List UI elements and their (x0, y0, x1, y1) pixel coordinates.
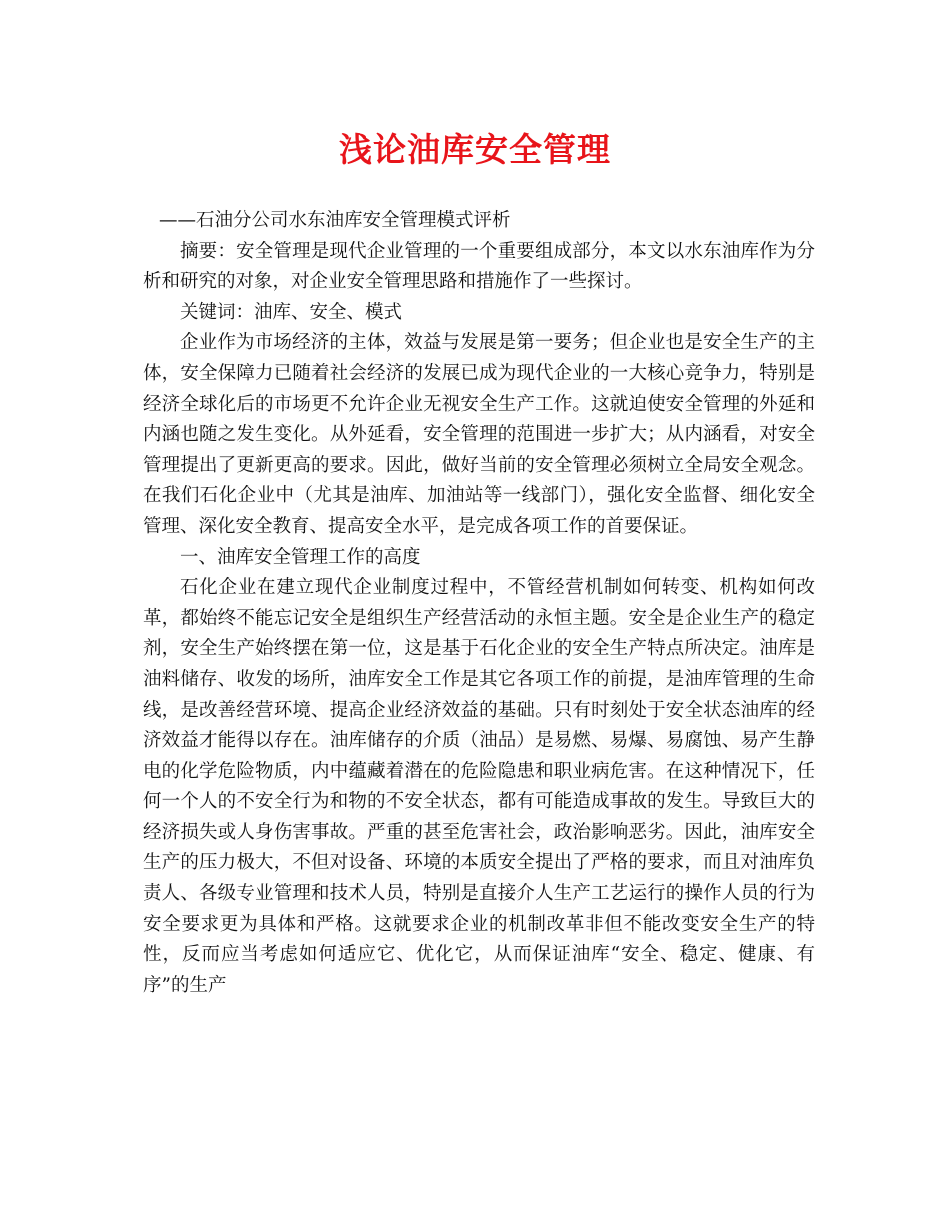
body-paragraph-1: 企业作为市场经济的主体，效益与发展是第一要务；但企业也是安全生产的主体，安全保障力已随着社会经济的发展已成为现代企业的一大核心竞争力，特别是经济全球化后的市场更不允许企业无视安全生产工作。这就迫使安全管理的外延和内涵也随之发生变化。从外延看，安全管理的范围进一步扩大；从内涵看，对安全管理提出了更新更高的要求。因此，做好当前的安全管理必须树立全局安全观念。在我们石化企业中（尤其是油库、加油站等一线部门），强化安全监督、细化安全管理、深化安全教育、提高安全水平，是完成各项工作的首要保证。 (143, 332, 815, 537)
document-title: 浅论油库安全管理 (339, 130, 611, 169)
body-paragraph-2: 石化企业在建立现代企业制度过程中，不管经营机制如何转变、机构如何改革，都始终不能忘记安全是组织生产经营活动的永恒主题。安全是企业生产的稳定剂，安全生产始终摆在第一位，这是基于石化企业的安全生产特点所决定。油库是油料储存、收发的场所，油库安全工作是其它各项工作的前提，是油库管理的生命线，是改善经营环境、提高企业经济效益的基础。只有时刻处于安全状态油库的经济效益才能得以存在。油库储存的介质（油品）是易燃、易爆、易腐蚀、易产生静电的化学危险物质，内中蕴藏着潜在的危险隐患和职业病危害。在这种情况下，任何一个人的不安全行为和物的不安全状态，都有可能造成事故的发生。导致巨大的经济损失或人身伤害事故。严重的甚至危害社会，政治影响恶劣。因此，油库安全生产的压力极大，不但对设备、环境的本质安全提出了严格的要求，而且对油库负责人、各级专业管理和技术人员，特别是直接介人生产工艺运行的操作人员的行为安全要求更为具体和严格。这就要求企业的机制改革非但不能改变安全生产的特性，反而应当考虑如何适应它、优化它，从而保证油库“安全、稳定、健康、有序”的生产 (143, 577, 815, 996)
document-body (143, 206, 815, 1001)
document-subtitle: ——石油分公司水东油库安全管理模式评析 (159, 210, 511, 231)
section-heading-1: 一、油库安全管理工作的高度 (180, 546, 421, 568)
abstract-paragraph: 摘要：安全管理是现代企业管理的一个重要组成部分，本文以水东油库作为分析和研究的对象，对企业安全管理思路和措施作了一些探讨。 (143, 240, 815, 293)
keywords-paragraph: 关键词：油库、安全、模式 (180, 301, 403, 323)
